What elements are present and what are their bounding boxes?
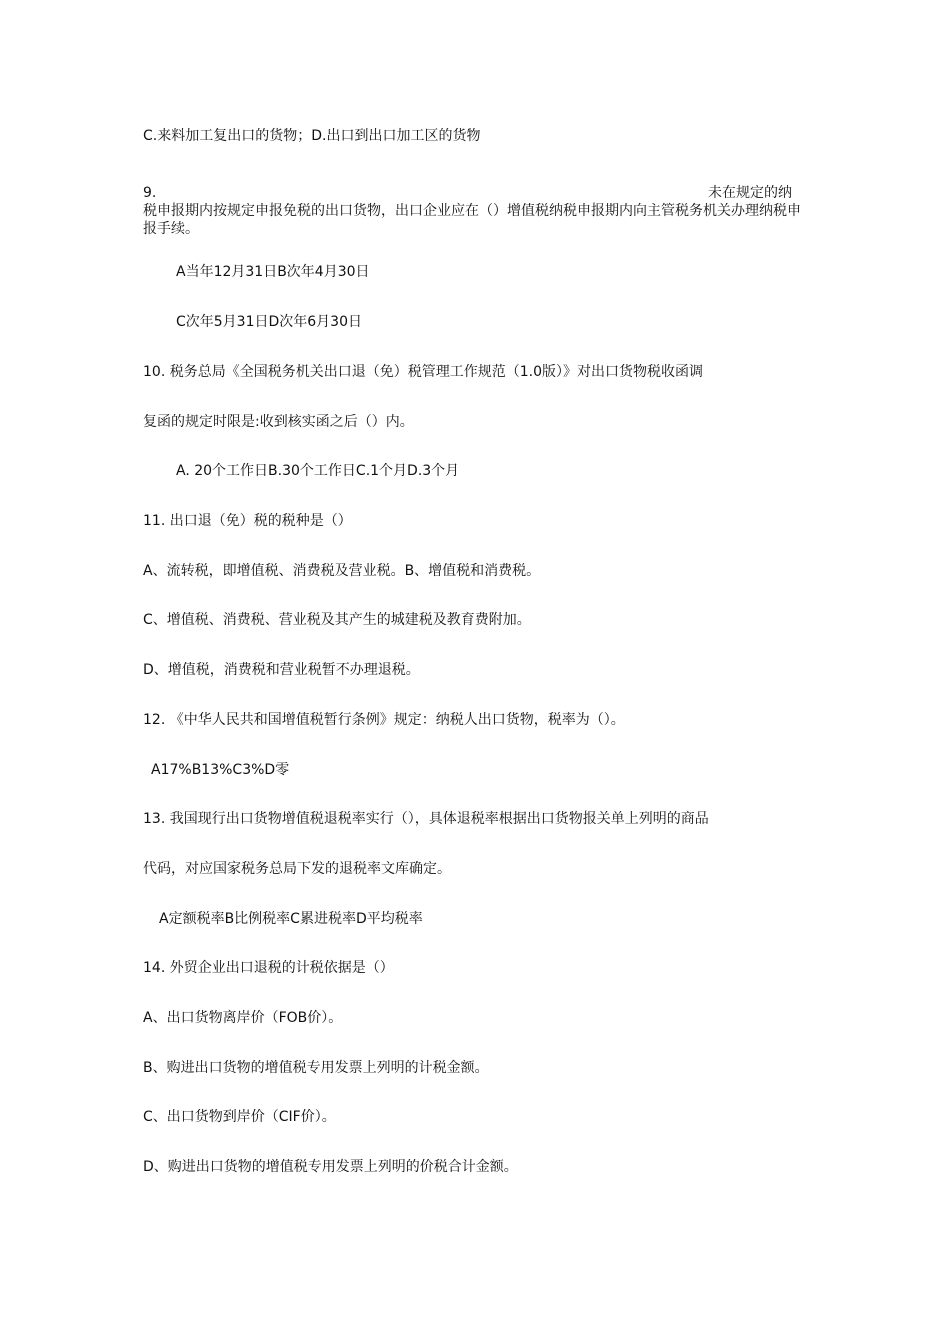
q9-options-ab: A当年12月31日B次年4月30日 <box>176 264 370 280</box>
q13-text-line1: 13. 我国现行出口货物增值税退税率实行（），具体退税率根据出口货物报关单上列明的商品 <box>143 811 709 827</box>
q12-text: 12. 《中华人民共和国增值税暂行条例》规定：纳税人出口货物，税率为（）。 <box>143 712 625 728</box>
q10-text-line1: 10. 税务总局《全国税务机关出口退（免）税管理工作规范（1.0版）》对出口货物税收函调 <box>143 364 703 380</box>
q13-text-line2: 代码，对应国家税务总局下发的退税率文库确定。 <box>143 861 451 877</box>
q10-text-line2: 复函的规定时限是:收到核实函之后（）内。 <box>143 414 414 430</box>
q11-option-ab: A、流转税，即增值税、消费税及营业税。B、增值税和消费税。 <box>143 563 541 579</box>
q14-option-b: B、购进出口货物的增值税专用发票上列明的计税金额。 <box>143 1060 489 1076</box>
q14-text: 14. 外贸企业出口退税的计税依据是（） <box>143 960 394 976</box>
q13-options: A定额税率B比例税率C累进税率D平均税率 <box>159 911 423 927</box>
q11-option-c: C、增值税、消费税、营业税及其产生的城建税及教育费附加。 <box>143 612 531 628</box>
q11-option-d: D、增值税，消费税和营业税暂不办理退税。 <box>143 662 420 678</box>
q14-option-c: C、出口货物到岸价（CIF价）。 <box>143 1109 336 1125</box>
q9-number: 9. <box>143 185 157 201</box>
q9-options-cd: C次年5月31日D次年6月30日 <box>176 314 362 330</box>
q10-options: A. 20个工作日B.30个工作日C.1个月D.3个月 <box>176 463 460 479</box>
q9-text-body: 税申报期内按规定申报免税的出口货物，出口企业应在（）增值税纳税申报期内向主管税务机关办理纳税申报手续。 <box>143 203 801 237</box>
q14-option-a: A、出口货物离岸价（FOB价）。 <box>143 1010 343 1026</box>
q14-option-d: D、购进出口货物的增值税专用发票上列明的价税合计金额。 <box>143 1159 518 1175</box>
q12-options: A17%B13%C3%D零 <box>151 762 290 778</box>
line-q8-options: C.来料加工复出口的货物；D.出口到出口加工区的货物 <box>143 128 481 144</box>
q11-text: 11. 出口退（免）税的税种是（） <box>143 513 352 529</box>
q9-text-start: 未在规定的纳 <box>708 185 792 201</box>
